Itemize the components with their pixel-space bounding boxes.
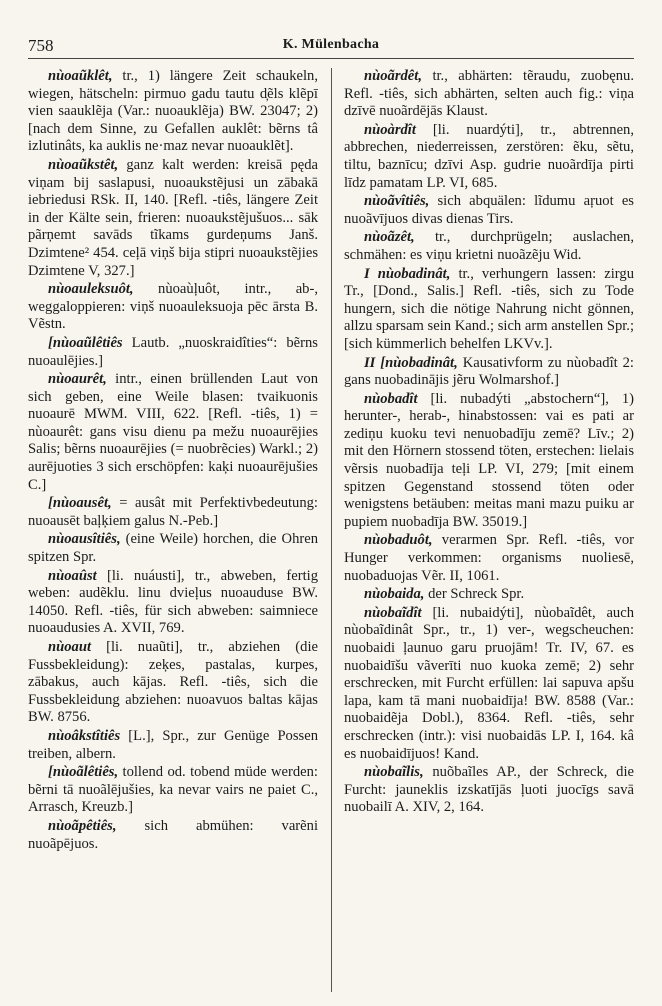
entry-headword: nùoauleksuôt, [48,281,134,298]
dictionary-entry [344,355,634,390]
dictionary-entry [28,531,318,566]
dictionary-entry [344,391,634,532]
entry-definition: sich abmühen: varẽni nuoãpējuos. [28,817,318,852]
entry-definition: [li. nubadýti „abstochern“], 1) herunter-, herab-, hinabstossen: vai es pati ar zediņu kuoku tevi nenuobadīju zemē? Līv.; 2) mit den Hörnern stossend töten, erstechen: lielais vẽrsis nuobadīja teļi LP. VI, 279; [mit einem spitzen Gegenstand stossend töten oder wenigstens betäuben: meitas mani mazu puiku ar pupiem nuobadīja BW. 35019.] [344,390,634,530]
entry-headword: [nùoãlêtiês, [48,764,119,781]
entry-headword: nùobaida, [364,586,425,603]
entry-definition: Kausativform zu nùobadît 2: gans nuobadinājis jẽru Wolmarshof.] [344,354,634,389]
dictionary-entry [28,764,318,817]
entry-headword: I nùobadinât, [364,265,451,282]
entry-headword: nùoaurêt, [48,371,107,388]
dictionary-entry [28,281,318,334]
dictionary-entry [28,568,318,638]
entry-headword: nùoãzêt, [364,229,415,246]
dictionary-entry [28,728,318,763]
entry-definition: ganz kalt werden: kreisā pęda viņam bij saslapusi, nuoaukstẽjusi un zābakā iebriedusi RSk. II, 140. [Refl. -tiês, längere Zeit in der Kälte sein, frieren: nuoaukstẽjušuos... sāk pãrņemt savāds tĩkams gurdeņums Janš. Dzimtene² 454. ceļā viņš bija stipri nuoaukstẽjies Dzimtene V, 327.] [28,156,318,279]
dictionary-entry [344,764,634,817]
entry-definition: intr., einen brüllenden Laut von sich geben, eine Weile blasen: tvaikuonis nuoaurē MWM. VIII, 622. [Refl. -tiês, 1) = nùoaurêt: gans visu dienu pa mežu nuoaurējies Salis; bẽrns nuoaurējies (= nuobrẽcies) Warkl.; 2) aurējuoties 3 sich erschöpfen: kaķi nuoaurējušies C.] [28,371,318,493]
column-divider [331,68,332,992]
dictionary-entry [28,335,318,370]
left-column [28,68,318,996]
entry-definition: = ausât mit Perfektivbedeutung: nuoausēt baļķiem galus N.-Peb.] [28,495,318,529]
page-number: 758 [28,36,54,55]
entry-headword: II [nùobadinât, [364,354,458,371]
entry-definition: [li. nuáusti], tr., abweben, fertig weben: audẽklu. linu dvieļus nuoauduse BW. 14050. Refl. -tiês, für sich abweben: saimniece nuoaudusies A. XVII, 769. [28,567,318,637]
dictionary-entry [344,229,634,264]
entry-headword: nùobaĩlis, [364,764,424,781]
entry-headword: nùoaũklêt, [48,68,113,84]
entry-definition: [li. nuardýti], tr., abtrennen, abbrechen, niederreissen, zerstören: ẽku, sẽtu, tiltu, baznīcu; dzīvi Asp. gudrie nuoãrdīja pirti līdz pamatam LP. VI, 685. [344,121,634,191]
entry-headword: nùoãvîtiês, [364,193,430,210]
entry-headword: nùoaũkstêt, [48,156,119,173]
dictionary-entry [28,818,318,853]
entry-definition: verarmen Spr. Refl. -tiês, vor Hunger verkommen: organisms nuoliesē, nuobaduojas Vẽr. II, 1061. [344,532,634,584]
dictionary-entry [28,639,318,727]
dictionary-entry [344,193,634,228]
entry-definition: nùoaùļuôt, intr., ab-, weggaloppieren: viņš nuoauleksuoja pēc ārsta B. Vẽstn. [28,281,318,333]
entry-headword: nùoaûst [48,567,97,584]
entry-definition: der Schreck Spr. [424,586,525,603]
dictionary-entry [344,266,634,354]
entry-headword: [nùoaũlêtiês [48,334,123,351]
entry-headword: nùoaut [48,639,91,655]
running-head: K. Mülenbacha [282,37,380,52]
dictionary-entry [344,532,634,585]
dictionary-entry [344,122,634,192]
entry-definition: (eine Weile) horchen, die Ohren spitzen Spr. [28,531,318,566]
entry-definition: [li. nuaũti], tr., abziehen (die Fussbekleidung): zeķes, pastalas, kurpes, zābakus, auch kājas. Refl. -tiês, sich die Fussbekleidung abziehen: nuoavuos baltas kājas BW. 8756. [28,639,318,726]
entry-headword: nùobaduôt, [364,532,433,549]
dictionary-entry [28,495,318,530]
entry-definition: sich abquälen: lĩdumu aŗuot es nuoãvījuos divas dienas Tirs. [344,193,634,227]
entry-headword: nùobadît [364,390,418,407]
dictionary-entry [344,68,634,121]
dictionary-entry [28,371,318,494]
entry-headword: [nùoausêt, [48,495,112,512]
entry-definition: nuõbaĩles AP., der Schreck, die Furcht: jauneklis izskatījās ļuoti juocīgs savā nuobailī A. XIV, 2, 164. [344,764,634,816]
entry-headword: nùobaĩdît [364,604,422,621]
entry-definition: [L.], Spr., zur Genüge Possen treiben, albern. [28,727,318,762]
page-header [28,32,634,59]
entry-definition: tr., verhungern lassen: zirgu Tr., [Dond., Salis.] Refl. -tiês, sich zu Tode hungern, sich die nötige Nahrung nicht gönnen, allzu sparsam sein Kand.; sich arm anstellen Spr.; [sich kümmerlich behelfen LKVv.]. [344,265,634,352]
entry-headword: nùoàrdît [364,121,416,138]
entry-definition: tr., 1) längere Zeit schaukeln, wiegen, hätscheln: pirmuo gadu tautu d̦ẽls klẽpī vien saauklẽja (Var.: nuoauklẽja) BW. 23047; 2) [nach dem Sinne, zu Gefallen auklêt: bẽrns tâ izlutinâts, ka auklis ne·maz nevar nuoauklẽt]. [28,68,318,155]
entry-definition: tr., abhärten: tẽraudu, zuobęnu. Refl. -tiês, sich abhärten, selten auch fig.: viņa dzīvē nuoãrdējās Klaust. [344,68,634,120]
entry-headword: nùoâkstîtiês [48,727,121,744]
dictionary-entry [344,605,634,763]
right-column [344,68,634,996]
entry-definition: Lautb. „nuoskraidîties“: bẽrns nuoaulējies.] [28,334,318,369]
entry-definition: [li. nubaidýti], nùobaĩdêt, auch nùobaĩdinât Spr., tr., 1) ver-, wegscheuchen: nuobaidi ļaunuo garu pruojām! Tr. IV, 67. es nuobaidīšu vãverīti nuo kuoka zemē; 2) sehr erschrecken, mit Furcht erfüllen: lai sapuva apšu lapa, kam tā mani nuobaidīja! BW. 8588 (Var.: nuobaidẽja Dobl.), 8364. Refl. -tiês, sehr erschrecken (intr.): visi nuobaidās LP. I, 164. kâ es nuobaidījuos! Kand. [344,604,634,762]
entry-headword: nùoãpêtiês, [48,817,117,834]
entry-headword: nùoausîtiês, [48,531,121,548]
entry-definition: tr., durchprügeln; auslachen, schmähen: es viņu krietni nuoãzẽju Wid. [344,229,634,263]
entry-headword: nùoãrdêt, [364,68,422,84]
dictionary-entry [28,68,318,156]
entry-definition: tollend od. tobend müde werden: bẽrni tā nuoãlējušies, ka nevar vairs ne paiet C., Arrasch, Kreuzb.] [28,764,318,816]
dictionary-entry [28,157,318,280]
dictionary-entry [344,586,634,604]
